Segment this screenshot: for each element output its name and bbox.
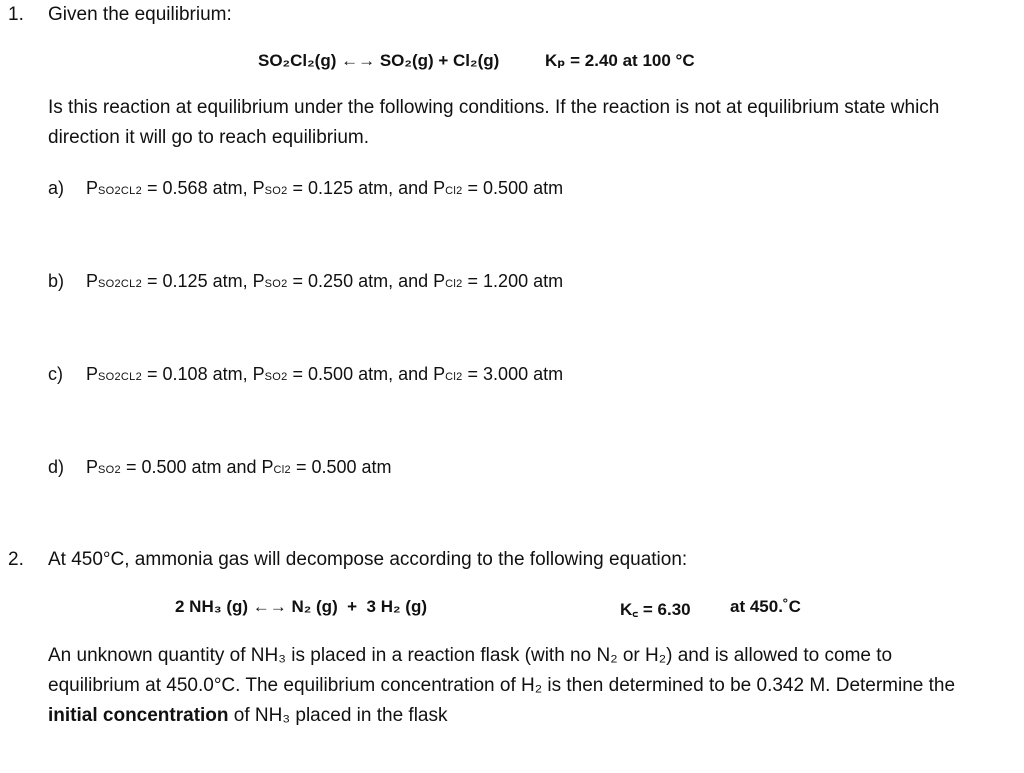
question-1-title: Given the equilibrium: bbox=[48, 4, 232, 25]
question-1-prompt: Is this reaction at equilibrium under the following conditions. If the reaction is not at equilibrium state which direction it will go to reach equilibrium. bbox=[48, 97, 940, 148]
part-c-label: c) bbox=[48, 364, 63, 384]
part-d-label: d) bbox=[48, 457, 65, 477]
question-1-number: 1. bbox=[8, 4, 24, 25]
question-2-title: At 450°C, ammonia gas will decompose according to the following equation: bbox=[48, 549, 688, 570]
part-a: a) PSO2CL2 = 0.568 atm, PSO2 = 0.125 atm, and PCl2 = 0.500 atm bbox=[48, 178, 564, 198]
part-a-label: a) bbox=[48, 178, 65, 198]
question-2-number: 2. bbox=[8, 549, 24, 570]
question-2-kc: K꜀ = 6.30 bbox=[620, 600, 691, 619]
question-1-equation: SO₂Cl₂(g) ←→ SO₂(g) + Cl₂(g) bbox=[258, 51, 500, 70]
part-b: b) PSO2CL2 = 0.125 atm, PSO2 = 0.250 atm, and PCl2 = 1.200 atm bbox=[48, 271, 564, 291]
question-2-prompt: An unknown quantity of NH₃ is placed in a reaction flask (with no N₂ or H₂) and is allowed to come to equilibrium at 450.0°C. The equilibrium concentration of H₂ is then determined to be 0.342 M. Determine the initial concentration of NH₃ placed in the flask bbox=[48, 645, 956, 726]
part-c: c) PSO2CL2 = 0.108 atm, PSO2 = 0.500 atm, and PCl2 = 3.000 atm bbox=[48, 364, 564, 384]
question-1-kp: Kₚ = 2.40 at 100 °C bbox=[545, 51, 695, 70]
question-2-equation: 2 NH₃ (g) ←→ N₂ (g) + 3 H₂ (g) bbox=[175, 597, 427, 616]
initial-concentration-emphasis: initial concentration bbox=[48, 705, 229, 726]
part-d: d) PSO2 = 0.500 atm and PCl2 = 0.500 atm bbox=[48, 457, 392, 477]
question-2-kc-temperature: at 450.˚C bbox=[730, 597, 801, 616]
part-b-label: b) bbox=[48, 271, 65, 291]
